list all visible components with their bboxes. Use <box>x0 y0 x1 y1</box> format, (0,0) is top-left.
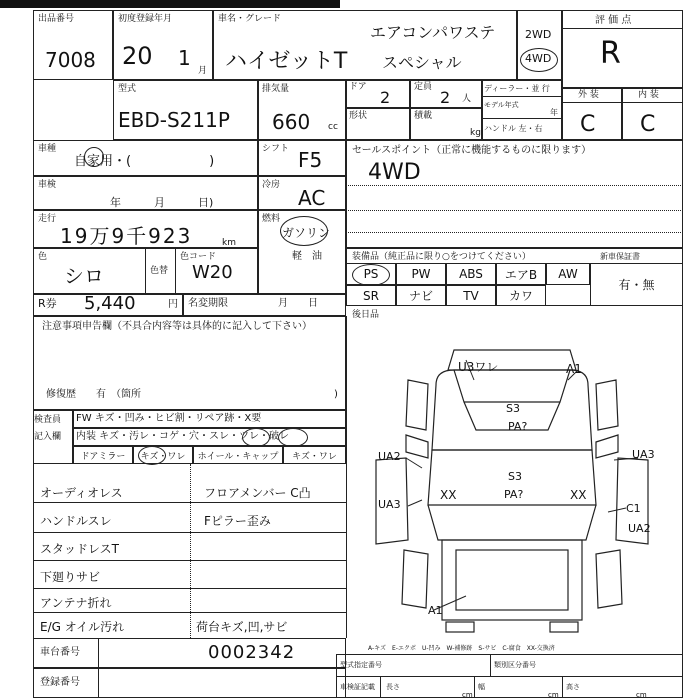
grade-line1: エアコンパワステ <box>370 23 496 42</box>
diagram-mark-c1: C1 <box>626 502 641 515</box>
note-6: E/G オイル汚れ <box>40 620 125 634</box>
diagram-mark-xx-right: XX <box>570 488 587 502</box>
diagram-mark-s3-cab: S3 <box>506 402 520 415</box>
equip-leather[interactable]: カワ <box>496 285 546 306</box>
r-value: 5,440 <box>84 293 136 314</box>
color-code-label: 色コード <box>180 252 217 262</box>
diagram-mark-u3: U3ワレ <box>458 360 499 374</box>
wheel-damage: キズ・ワレ <box>283 446 346 464</box>
equip-ps[interactable]: PS <box>346 263 396 285</box>
displacement-label: 排気量 <box>262 84 290 94</box>
displacement-value: 660 <box>272 110 311 134</box>
form-v2 <box>474 676 475 698</box>
r-label: R券 <box>38 297 57 310</box>
header-cutoff-strip <box>0 0 340 8</box>
equip-navi[interactable]: ナビ <box>396 285 446 306</box>
new-car-label: 新車保証書 <box>600 252 640 261</box>
form-height: 高さ <box>566 683 580 691</box>
note-2: ハンドルスレ <box>40 514 112 528</box>
name-change-label: 名変期限 <box>188 298 228 309</box>
notes-label: 注意事項申告欄（不具合内容等は具体的に記入して下さい） <box>42 321 312 332</box>
drive-4wd: 4WD <box>525 52 552 65</box>
note-1: オーディオレス <box>40 486 123 500</box>
rating-value: R <box>600 36 621 71</box>
interior-mark-2 <box>278 428 308 447</box>
dealer-label: ディーラー・並 行 <box>484 84 550 93</box>
exterior-value: C <box>580 112 596 137</box>
form-length-unit: cm <box>462 691 473 699</box>
form-class-num: 類別区分番号 <box>494 661 536 669</box>
aircon-value: AC <box>298 186 326 210</box>
fuel-label: 燃料 <box>262 214 281 224</box>
shape-label: 形状 <box>349 111 368 121</box>
shift-label: シフト <box>262 144 290 154</box>
sales-label: セールスポイント（正常に機能するものに限ります） <box>352 145 592 156</box>
grade-sub-divider <box>562 102 683 103</box>
equip-airbag[interactable]: エアB <box>496 263 546 285</box>
first-reg-year: 20 <box>122 42 153 70</box>
repair-label: 修復歴 有 （箇所 <box>46 389 141 400</box>
equip-pw[interactable]: PW <box>396 263 446 285</box>
model-year-unit: 年 <box>550 108 558 117</box>
equip-abs[interactable]: ABS <box>446 263 496 285</box>
fuel-circle <box>280 216 331 246</box>
model-label: 車名・グレード <box>218 14 282 24</box>
chassis-value: 0002342 <box>208 642 296 663</box>
grade-line2: スペシャル <box>382 53 462 72</box>
mileage-label: 走行 <box>38 214 57 224</box>
form-grid-mid <box>336 676 683 677</box>
reg-divider <box>98 668 99 698</box>
model-year-label: モデル年式 <box>484 101 519 109</box>
rating-label: 評 価 点 <box>595 15 632 26</box>
name-change-value: 月 日 <box>278 298 318 309</box>
diagram-mark-pa-mid: PA? <box>504 488 524 501</box>
interior-mark-1 <box>242 428 270 447</box>
interior-row-text: 内装 キズ・汚レ・コゲ・穴・スレ・ツレ・破レ <box>76 431 289 442</box>
equipment-label: 装備品（純正品に限り○をつけてください） <box>352 252 531 262</box>
note-3: スタッドレスT <box>40 542 119 556</box>
interior-label: 内 装 <box>638 90 659 100</box>
diagram-mark-a1-bottom: A1 <box>428 604 443 617</box>
equip-aw[interactable]: AW <box>546 263 590 285</box>
aircon-label: 冷房 <box>262 180 281 190</box>
diagram-mark-ua2-right: UA2 <box>628 522 651 535</box>
diagram-mark-ua3-left: UA3 <box>378 498 401 511</box>
model-name: ハイゼットT <box>225 49 348 74</box>
month-unit: 月 <box>198 66 208 76</box>
dealer-divider-1 <box>482 96 562 97</box>
mirror-damage: キズ・ワレ <box>133 446 193 464</box>
inspection-value: 年 月 日) <box>110 196 214 209</box>
capacity-unit: 人 <box>462 94 472 104</box>
equip-sr[interactable]: SR <box>346 285 396 306</box>
usage-label: 車種 <box>38 144 57 154</box>
rating-divider <box>562 28 683 29</box>
sales-line-3 <box>346 232 683 233</box>
wheel-cap: ホイール・キャップ <box>193 446 283 464</box>
mileage-value: 19万9千923 <box>60 224 193 248</box>
color-code-value: W20 <box>192 262 233 283</box>
sales-line-2 <box>346 210 683 211</box>
load-unit: kg <box>470 128 481 138</box>
reg-label: 登録番号 <box>40 677 80 688</box>
sales-value: 4WD <box>368 160 421 185</box>
repair-close: ) <box>334 389 338 400</box>
diagram-mark-ua2-left: UA2 <box>378 450 401 463</box>
mileage-unit: km <box>222 238 236 248</box>
first-reg-label: 初度登録年月 <box>118 14 173 24</box>
usage-value: 自家用・( ) <box>74 154 215 169</box>
r-unit: 円 <box>168 299 178 310</box>
note-right-2: Fピラー歪み <box>204 514 271 528</box>
shift-value: F5 <box>298 148 323 172</box>
drive-2wd: 2WD <box>525 28 552 41</box>
diagram-mark-ua3-right: UA3 <box>632 448 655 461</box>
handle-label: ハンドル 左・右 <box>484 124 543 133</box>
diagram-mark-xx-left: XX <box>440 488 457 502</box>
form-model-spec: 型式指定番号 <box>340 661 382 669</box>
load-label: 積載 <box>414 111 433 121</box>
form-length: 長さ <box>386 683 400 691</box>
diagram-legend: A-キズ E-エクボ U-凹み W-補修跡 S-サビ C-腐食 XX-交換済 <box>368 645 555 652</box>
form-v1 <box>380 676 381 698</box>
note-right-3: 荷台キズ,凹,サビ <box>196 620 288 634</box>
exterior-label: 外 装 <box>578 90 599 100</box>
inspector-label: 検査員 <box>34 415 62 425</box>
first-reg-month: 1 <box>178 46 191 70</box>
diagram-mark-s3-mid: S3 <box>508 470 522 483</box>
color-value: シロ <box>64 264 104 288</box>
mirror-damage-circle <box>138 446 166 465</box>
door-mirror: ドアミラー <box>73 446 133 464</box>
diagram-mark-a1-top: A1 <box>566 362 582 376</box>
lot-number: 7008 <box>45 48 96 72</box>
color-label: 色 <box>38 252 48 262</box>
dealer-divider-2 <box>482 118 562 119</box>
note-right-1: フロアメンバー C凸 <box>204 486 311 500</box>
capacity-label: 定員 <box>414 82 433 92</box>
form-width: 幅 <box>478 683 485 691</box>
form-width-unit: cm <box>548 691 559 699</box>
form-cert: 車検証記載 <box>340 683 375 691</box>
color-divider <box>145 248 146 294</box>
displacement-unit: cc <box>328 122 338 132</box>
interior-value: C <box>640 112 656 137</box>
type-value: EBD-S211P <box>118 108 230 132</box>
equip-ps-circle <box>352 264 390 286</box>
note-col-divider <box>190 464 191 638</box>
sales-line-1 <box>346 185 683 186</box>
capacity-value: 2 <box>440 88 451 107</box>
type-label: 型式 <box>118 84 137 94</box>
note-4: 下廻りサビ <box>40 570 101 584</box>
lot-label: 出品番号 <box>38 14 75 24</box>
usage-circle <box>84 147 104 167</box>
note-5: アンテナ折れ <box>40 596 112 610</box>
diagram-mark-pa-cab: PA? <box>508 420 528 433</box>
form-height-unit: cm <box>636 691 647 699</box>
entry-label: 記入欄 <box>34 432 62 442</box>
chassis-label: 車台番号 <box>40 647 80 658</box>
door-value: 2 <box>380 88 391 107</box>
rear-label: 後日品 <box>352 310 380 320</box>
color-change-label: 色替 <box>150 266 169 276</box>
equip-tv[interactable]: TV <box>446 285 496 306</box>
equip-warranty[interactable]: 有・無 <box>590 263 683 306</box>
fw-row-text: FW キズ・凹み・ヒビ割・リペア跡・X要 <box>76 413 262 424</box>
form-v4 <box>490 654 491 676</box>
color-divider-2 <box>175 248 176 294</box>
form-v3 <box>562 676 563 698</box>
door-label: ドア <box>349 82 367 92</box>
chassis-divider <box>98 638 99 668</box>
fuel-value: ガソリン <box>282 226 331 240</box>
inspection-label: 車検 <box>38 180 57 190</box>
fuel-light: 軽 油 <box>292 251 322 262</box>
